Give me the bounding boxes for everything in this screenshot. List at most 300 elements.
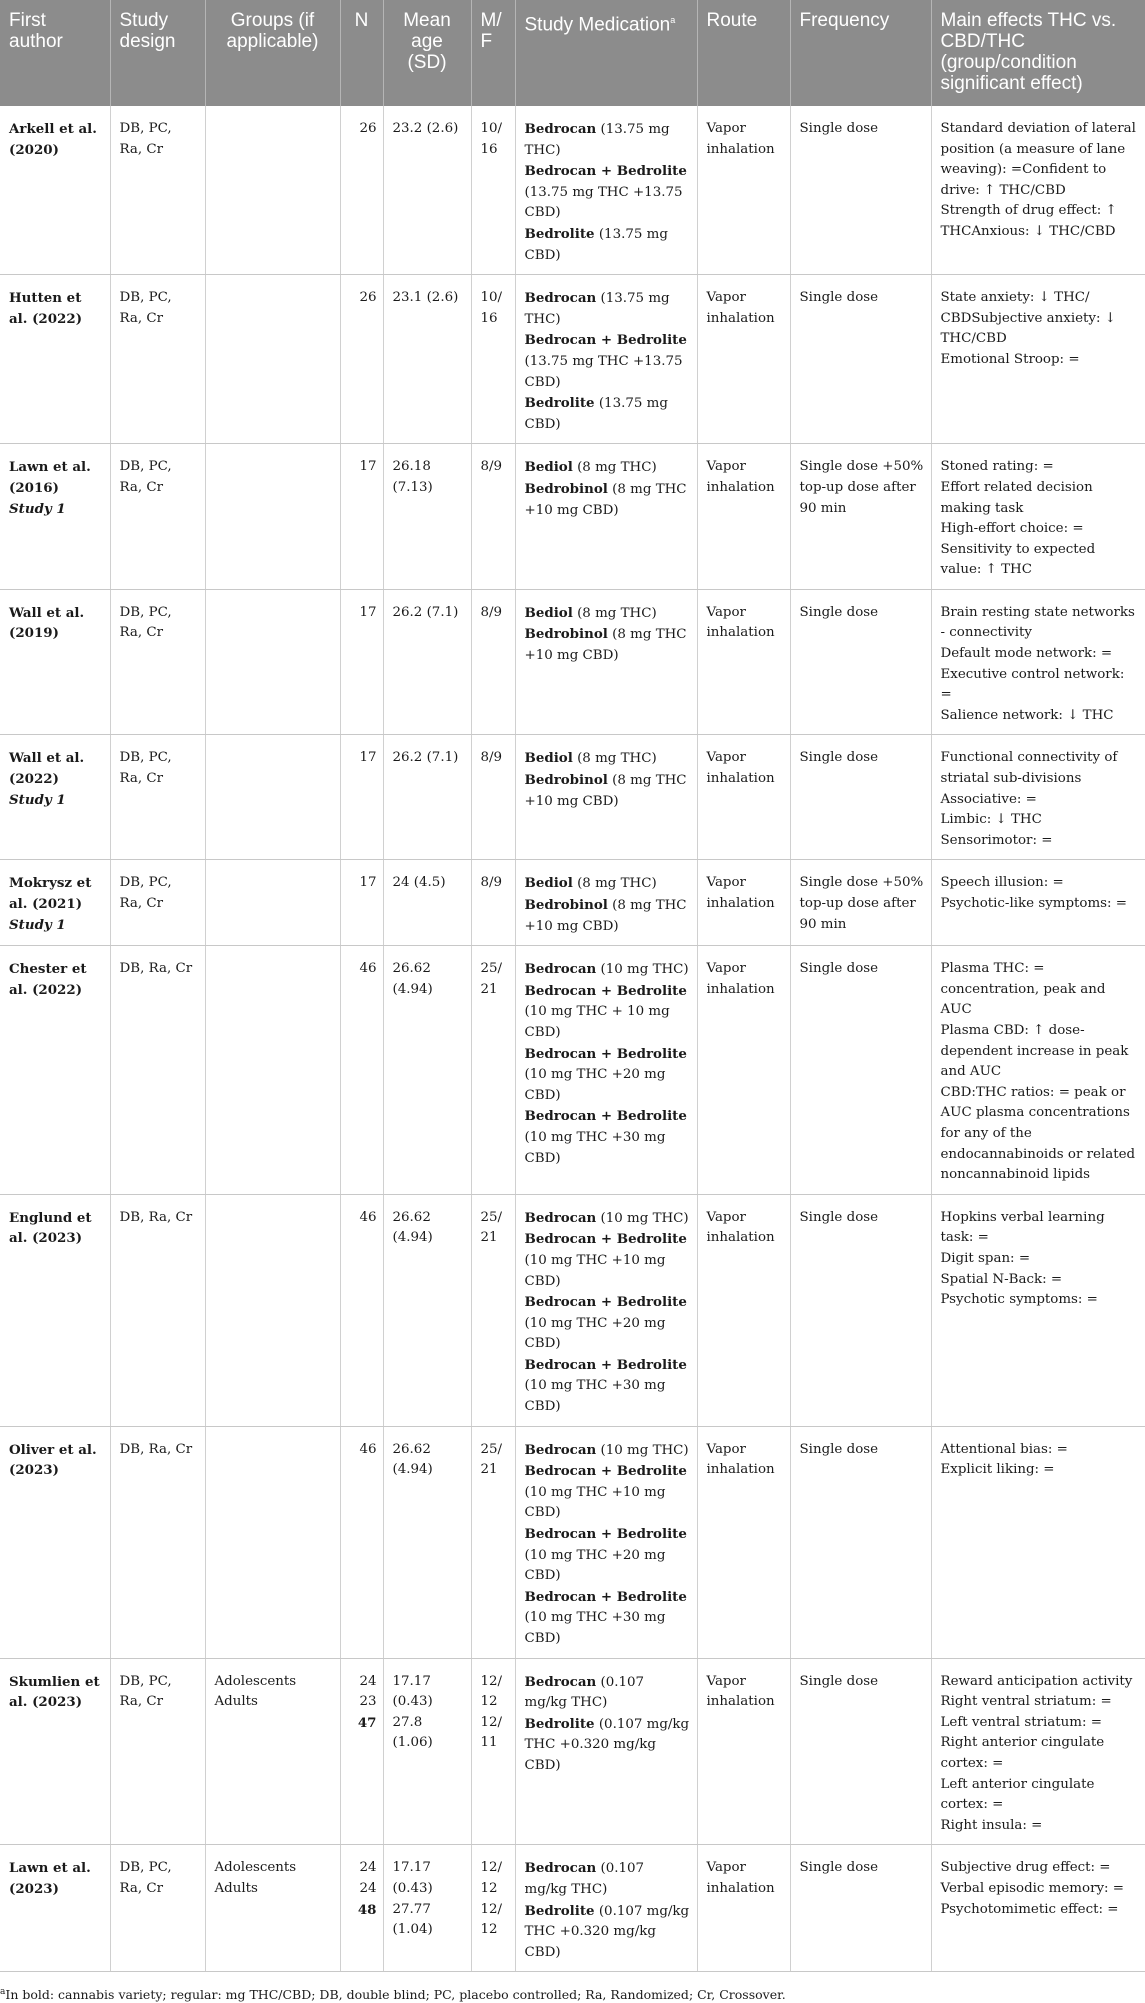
cell-mf [471, 735, 515, 860]
cell-design [110, 106, 205, 275]
table-row [0, 1658, 1145, 1845]
header-route: Route [697, 0, 790, 106]
cell-medication [515, 444, 697, 590]
header-n: N [340, 0, 383, 106]
cell-route [697, 1658, 790, 1845]
medication-dose: (13.75 mg THC) [524, 291, 670, 327]
footnote [0, 1972, 1145, 2003]
effect-item: Right anterior cingulate cortex: = [940, 1735, 1105, 1771]
age-value: 23.2 (2.6) [392, 121, 459, 136]
effect-item: Effort related decision making task [940, 479, 1093, 516]
medication-dose: (8 mg THC) [572, 876, 657, 892]
medication-variety: Bediol [524, 459, 573, 476]
medication-variety: Bedrocan [524, 1441, 597, 1458]
cell-author [0, 444, 110, 590]
medication-dose: (0.107 mg/kg THC +0.320 mg/kg CBD) [524, 1716, 690, 1773]
medication-variety: Bedrobinol [524, 897, 608, 913]
cell-groups [205, 1194, 340, 1426]
cell-frequency [790, 275, 931, 444]
medication-item [525, 603, 690, 625]
table-row [0, 946, 1145, 1195]
effect-item: Functional connectivity of striatal sub-divisions [940, 750, 1118, 787]
medication-dose: (10 mg THC +30 mg CBD) [524, 1129, 666, 1166]
medication-dose: (8 mg THC) [572, 605, 657, 621]
cell-author [0, 946, 110, 1195]
cell-route [697, 1845, 790, 1972]
effect-item: Psychotic symptoms: = [940, 1292, 1098, 1308]
design-value: DB, PC, Ra, Cr [119, 604, 172, 641]
medication-variety: Bedrocan [524, 1673, 597, 1690]
effect-item: Hopkins verbal learning task: = [940, 1209, 1105, 1246]
header-age: Mean age (SD) [383, 0, 471, 106]
medication-variety: Bedrocan + Bedrolite [524, 1045, 687, 1062]
effect-item: State anxiety: ↓ THC/ CBDSubjective anxiety: ↓ THC/CBD [940, 290, 1116, 347]
cell-n [340, 1658, 383, 1845]
medication-variety: Bedrocan + Bedrolite [524, 1463, 687, 1480]
design-value: DB, PC, Ra, Cr [119, 1673, 172, 1710]
medication-variety: Bedrolite [524, 1902, 595, 1919]
medication-item [525, 1229, 690, 1292]
medication-item [525, 288, 690, 330]
medication-variety: Bedrocan + Bedrolite [524, 1356, 687, 1373]
cell-author [0, 106, 110, 275]
cell-design [110, 1845, 205, 1972]
cell-n [340, 106, 383, 275]
header-medication [515, 0, 697, 106]
medication-dose: (10 mg THC +20 mg CBD) [524, 1067, 666, 1103]
cell-author [0, 1845, 110, 1972]
medication-item [525, 1587, 690, 1650]
medication-dose: (13.75 mg CBD) [524, 396, 668, 432]
cell-author [0, 860, 110, 946]
header-medication-label: Study Medication [524, 14, 671, 36]
cell-age [383, 106, 471, 275]
medication-dose: (10 mg THC +20 mg CBD) [524, 1315, 666, 1352]
age-value: 27.8 (1.06) [392, 1714, 433, 1751]
footnote-text: In bold: cannabis variety; regular: mg THC/CBD; DB, double blind; PC, placebo controlled; Ra, Randomized; Cr, Crossover. [5, 1987, 786, 2003]
cell-author [0, 1194, 110, 1426]
cell-author [0, 1658, 110, 1845]
medication-variety: Bedrocan + Bedrolite [524, 332, 687, 349]
mf-value: 25/ 21 [480, 1209, 503, 1246]
age-value: 27.77 (1.04) [392, 1901, 433, 1938]
cell-frequency [790, 946, 931, 1195]
medication-item [525, 1714, 690, 1777]
cell-effects [931, 1658, 1145, 1845]
cell-groups [205, 1426, 340, 1658]
cell-mf [471, 946, 515, 1195]
medication-variety: Bedrocan + Bedrolite [524, 163, 687, 180]
route-value: Vapor inhalation [706, 290, 775, 326]
effect-item: Left anterior cingulate cortex: = [940, 1776, 1095, 1813]
medication-item [525, 1355, 690, 1418]
effect-item: CBD:THC ratios: = peak or AUC plasma concentrations for any of the endocannabinoids or related noncannabinoid lipids [940, 1084, 1136, 1183]
medication-dose: (10 mg THC) [596, 962, 689, 978]
effect-item: Sensitivity to expected value: ↑ THC [940, 541, 1096, 578]
medication-item [525, 224, 690, 266]
medication-variety: Bedrolite [524, 1715, 595, 1732]
medication-variety: Bedrobinol [524, 772, 608, 789]
medication-dose: (8 mg THC +10 mg CBD) [524, 898, 687, 934]
cell-effects [931, 946, 1145, 1195]
study-label: Study 1 [9, 916, 66, 933]
table-row [0, 735, 1145, 860]
cell-age [383, 589, 471, 735]
age-value: 26.2 (7.1) [392, 604, 459, 620]
design-value: DB, Ra, Cr [119, 1209, 193, 1225]
medication-variety: Bedrocan [524, 121, 597, 137]
route-value: Vapor inhalation [706, 1209, 775, 1246]
cell-medication [515, 275, 697, 444]
medication-dose: (0.107 mg/kg THC) [524, 1674, 645, 1711]
author-name: Lawn et al. (2016) [9, 459, 91, 496]
medication-variety: Bedrocan + Bedrolite [524, 1108, 687, 1125]
author-name: Mokrysz et al. (2021) [9, 875, 92, 912]
design-value: DB, PC, Ra, Cr [119, 1860, 172, 1896]
cell-age [383, 444, 471, 590]
study-label: Study 1 [9, 791, 66, 808]
cell-design [110, 1426, 205, 1658]
cell-age [383, 946, 471, 1195]
age-value: 26.2 (7.1) [392, 750, 459, 766]
route-value: Vapor inhalation [706, 1441, 775, 1478]
effect-item: Attentional bias: = [940, 1441, 1068, 1457]
header-mf: M/ F [471, 0, 515, 106]
cell-effects [931, 275, 1145, 444]
medication-item [525, 1440, 690, 1462]
medication-variety: Bediol [524, 604, 573, 621]
cell-design [110, 860, 205, 946]
cell-age [383, 275, 471, 444]
header-effects: Main effects THC vs. CBD/THC (group/condition significant effect) [931, 0, 1145, 106]
cell-frequency [790, 735, 931, 860]
mf-value: 8/9 [480, 875, 503, 891]
table-row [0, 1426, 1145, 1658]
cell-age [383, 1658, 471, 1845]
cell-mf [471, 444, 515, 590]
age-value: 26.62 (4.94) [392, 961, 433, 997]
design-value: DB, Ra, Cr [119, 961, 193, 977]
frequency-value: Single dose [799, 1441, 879, 1457]
author-name: Skumlien et al. (2023) [9, 1673, 100, 1711]
n-value: 26 [359, 121, 377, 136]
age-value: 24 (4.5) [392, 875, 446, 891]
medication-variety: Bediol [524, 750, 573, 767]
cell-groups [205, 275, 340, 444]
cell-medication [515, 1658, 697, 1845]
cell-age [383, 860, 471, 946]
medication-dose: (13.75 mg THC +13.75 CBD) [524, 353, 683, 390]
cell-n [340, 946, 383, 1195]
cell-n [340, 860, 383, 946]
medication-variety: Bedrolite [524, 395, 595, 412]
cell-groups [205, 1845, 340, 1972]
cell-route [697, 106, 790, 275]
group-value: Adults [214, 1880, 258, 1896]
author-name: Chester et al. (2022) [9, 961, 87, 998]
effect-item: Sensorimotor: = [940, 832, 1053, 848]
effect-item: Executive control network: = [940, 666, 1125, 703]
cell-medication [515, 1845, 697, 1972]
table-row [0, 106, 1145, 275]
frequency-value: Single dose [799, 1860, 879, 1876]
cell-n [340, 735, 383, 860]
n-value: 46 [359, 1441, 377, 1457]
cell-medication [515, 860, 697, 946]
cell-design [110, 1194, 205, 1426]
cell-author [0, 589, 110, 735]
mf-value: 25/ 21 [480, 1441, 503, 1478]
medication-item [525, 1672, 690, 1714]
medication-variety: Bedrocan [524, 1860, 597, 1877]
medication-dose: (10 mg THC + 10 mg CBD) [524, 1004, 670, 1040]
mf-value: 12/ 12 [480, 1673, 503, 1710]
medication-item [525, 1858, 690, 1900]
medication-variety: Bedrocan [524, 1209, 597, 1226]
cell-mf [471, 1194, 515, 1426]
mf-value: 8/9 [480, 459, 503, 475]
cell-age [383, 1194, 471, 1426]
frequency-value: Single dose [799, 604, 879, 620]
effect-item: Strength of drug effect: ↑ THCAnxious: ↓ THC/CBD [940, 203, 1117, 239]
effect-item: Explicit liking: = [940, 1462, 1055, 1478]
medication-item [525, 1208, 690, 1230]
medication-item [525, 119, 690, 161]
medication-item [525, 873, 690, 895]
medication-item [525, 1106, 690, 1169]
medication-variety: Bedrocan + Bedrolite [524, 982, 687, 999]
cell-n [340, 275, 383, 444]
age-value: 26.62 (4.94) [392, 1441, 433, 1478]
author-name: Wall et al. (2019) [9, 604, 85, 642]
group-value: Adolescents [214, 1860, 297, 1876]
frequency-value: Single dose [799, 750, 879, 766]
cell-design [110, 444, 205, 590]
effect-item: Plasma CBD: ↑ dose-dependent increase in peak and AUC [940, 1022, 1129, 1080]
effect-item: Digit span: = [940, 1250, 1031, 1266]
mf-value: 8/9 [480, 750, 503, 766]
medication-variety: Bedrocan + Bedrolite [524, 1294, 687, 1311]
frequency-value: Single dose +50% top-up dose after 90 min [799, 459, 924, 516]
medication-item [525, 770, 690, 812]
cell-n [340, 1426, 383, 1658]
medication-variety: Bedrocan [524, 961, 597, 978]
frequency-value: Single dose [799, 290, 879, 306]
medication-variety: Bediol [524, 875, 573, 892]
cell-effects [931, 444, 1145, 590]
medication-dose: (10 mg THC +20 mg CBD) [524, 1547, 666, 1584]
author-name: Oliver et al. (2023) [9, 1441, 97, 1479]
cell-medication [515, 1194, 697, 1426]
cell-frequency [790, 1658, 931, 1845]
medication-variety: Bedrolite [524, 225, 595, 242]
effect-item: Psychotomimetic effect: = [940, 1901, 1119, 1917]
cell-author [0, 275, 110, 444]
cell-route [697, 275, 790, 444]
cell-mf [471, 860, 515, 946]
effect-item: Reward anticipation activity [940, 1673, 1133, 1689]
medication-dose: (10 mg THC) [596, 1442, 689, 1458]
design-value: DB, PC, Ra, Cr [119, 121, 172, 157]
medication-item [525, 1044, 690, 1107]
age-value: 26.18 (7.13) [392, 459, 433, 495]
cell-frequency [790, 860, 931, 946]
medication-dose: (8 mg THC) [572, 751, 657, 767]
effect-item: Plasma THC: = concentration, peak and AUC [940, 961, 1106, 1018]
cell-mf [471, 589, 515, 735]
table-row [0, 1194, 1145, 1426]
effect-item: Limbic: ↓ THC [940, 812, 1042, 828]
author-name: Englund et al. (2023) [9, 1209, 92, 1247]
cell-route [697, 1426, 790, 1658]
medication-item [525, 457, 690, 479]
medication-dose: (0.107 mg/kg THC) [524, 1861, 645, 1897]
header-groups: Groups (if applicable) [205, 0, 340, 106]
medication-dose: (13.75 mg CBD) [524, 226, 668, 263]
medication-dose: (8 mg THC +10 mg CBD) [524, 773, 687, 809]
cell-route [697, 946, 790, 1195]
group-value: Adolescents [214, 1673, 297, 1689]
cell-effects [931, 106, 1145, 275]
route-value: Vapor inhalation [706, 1860, 775, 1896]
n-value: 24 [359, 1860, 377, 1876]
cell-groups [205, 444, 340, 590]
cell-route [697, 735, 790, 860]
medication-variety: Bedrocan + Bedrolite [524, 1588, 687, 1605]
cell-effects [931, 735, 1145, 860]
cell-design [110, 589, 205, 735]
cell-route [697, 444, 790, 590]
mf-value: 8/9 [480, 604, 503, 620]
cell-effects [931, 1845, 1145, 1972]
cell-frequency [790, 1845, 931, 1972]
cell-mf [471, 1426, 515, 1658]
medication-variety: Bedrocan + Bedrolite [524, 1526, 687, 1543]
cell-frequency [790, 1194, 931, 1426]
medication-dose: (8 mg THC) [572, 460, 657, 476]
cell-mf [471, 106, 515, 275]
cell-design [110, 946, 205, 1195]
mf-value: 12/ 12 [480, 1901, 503, 1938]
cell-groups [205, 860, 340, 946]
frequency-value: Single dose [799, 1673, 879, 1689]
route-value: Vapor inhalation [706, 1673, 775, 1710]
medication-dose: (13.75 mg THC +13.75 CBD) [524, 184, 683, 221]
age-value: 17.17 (0.43) [392, 1860, 433, 1896]
header-frequency: Frequency [790, 0, 931, 106]
n-value: 46 [359, 1209, 377, 1225]
mf-value: 12/ 11 [480, 1714, 503, 1751]
author-name: Arkell et al. (2020) [9, 121, 97, 158]
medication-item [525, 393, 690, 435]
age-value: 26.62 (4.94) [392, 1209, 433, 1246]
cell-route [697, 589, 790, 735]
header-author: First author [0, 0, 110, 106]
cell-author [0, 1426, 110, 1658]
cell-n [340, 444, 383, 590]
medication-dose: (10 mg THC) [596, 1210, 689, 1226]
cell-effects [931, 860, 1145, 946]
age-value: 23.1 (2.6) [392, 290, 459, 306]
n-value: 17 [359, 875, 377, 891]
cell-frequency [790, 589, 931, 735]
design-value: DB, PC, Ra, Cr [119, 875, 172, 911]
cell-mf [471, 1845, 515, 1972]
mf-value: 10/ 16 [480, 290, 503, 326]
cell-age [383, 1426, 471, 1658]
frequency-value: Single dose [799, 121, 879, 136]
cell-mf [471, 1658, 515, 1845]
n-value: 46 [359, 961, 377, 977]
medication-dose: (10 mg THC +10 mg CBD) [524, 1252, 666, 1289]
effect-item: Speech illusion: = [940, 875, 1064, 891]
cell-n [340, 589, 383, 735]
effect-item: Salience network: ↓ THC [940, 707, 1114, 723]
medication-item [525, 161, 690, 224]
effect-item: Subjective drug effect: = [940, 1860, 1111, 1876]
route-value: Vapor inhalation [706, 875, 775, 911]
cell-groups [205, 735, 340, 860]
n-total: 47 [357, 1714, 377, 1731]
study-label: Study 1 [9, 500, 66, 517]
route-value: Vapor inhalation [706, 961, 775, 997]
cell-design [110, 275, 205, 444]
cell-design [110, 735, 205, 860]
author-name: Hutten et al. (2022) [9, 290, 83, 327]
medication-item [525, 1292, 690, 1355]
route-value: Vapor inhalation [706, 459, 775, 495]
design-value: DB, Ra, Cr [119, 1441, 193, 1457]
cell-n [340, 1845, 383, 1972]
n-value: 17 [359, 459, 377, 475]
medication-variety: Bedrocan [524, 290, 597, 307]
design-value: DB, PC, Ra, Cr [119, 290, 172, 326]
table-row [0, 589, 1145, 735]
n-value: 24 [359, 1880, 377, 1896]
cell-author [0, 735, 110, 860]
mf-value: 10/ 16 [480, 121, 503, 157]
cell-design [110, 1658, 205, 1845]
medication-item [525, 1524, 690, 1587]
cell-frequency [790, 444, 931, 590]
design-value: DB, PC, Ra, Cr [119, 459, 172, 495]
medication-variety: Bedrocan + Bedrolite [524, 1231, 687, 1248]
route-value: Vapor inhalation [706, 604, 775, 641]
effect-item: Right insula: = [940, 1817, 1043, 1833]
author-name: Wall et al. (2022) [9, 750, 85, 788]
medication-variety: Bedrobinol [524, 480, 608, 497]
cell-frequency [790, 106, 931, 275]
effect-item: Psychotic-like symptoms: = [940, 896, 1128, 911]
effect-item: Associative: = [940, 791, 1037, 807]
n-value: 23 [359, 1694, 377, 1710]
table-row [0, 1845, 1145, 1972]
frequency-value: Single dose [799, 1209, 879, 1225]
cell-frequency [790, 1426, 931, 1658]
frequency-value: Single dose +50% top-up dose after 90 min [799, 875, 924, 932]
mf-value: 12/ 12 [480, 1860, 503, 1896]
table-row [0, 275, 1145, 444]
medication-item [525, 748, 690, 770]
cell-medication [515, 946, 697, 1195]
cell-age [383, 735, 471, 860]
frequency-value: Single dose [799, 961, 879, 977]
medication-dose: (10 mg THC +10 mg CBD) [524, 1484, 666, 1521]
effect-item: Left ventral striatum: = [940, 1714, 1102, 1730]
cell-effects [931, 1194, 1145, 1426]
footnote-mark: a [0, 1987, 6, 1998]
table-row [0, 444, 1145, 590]
